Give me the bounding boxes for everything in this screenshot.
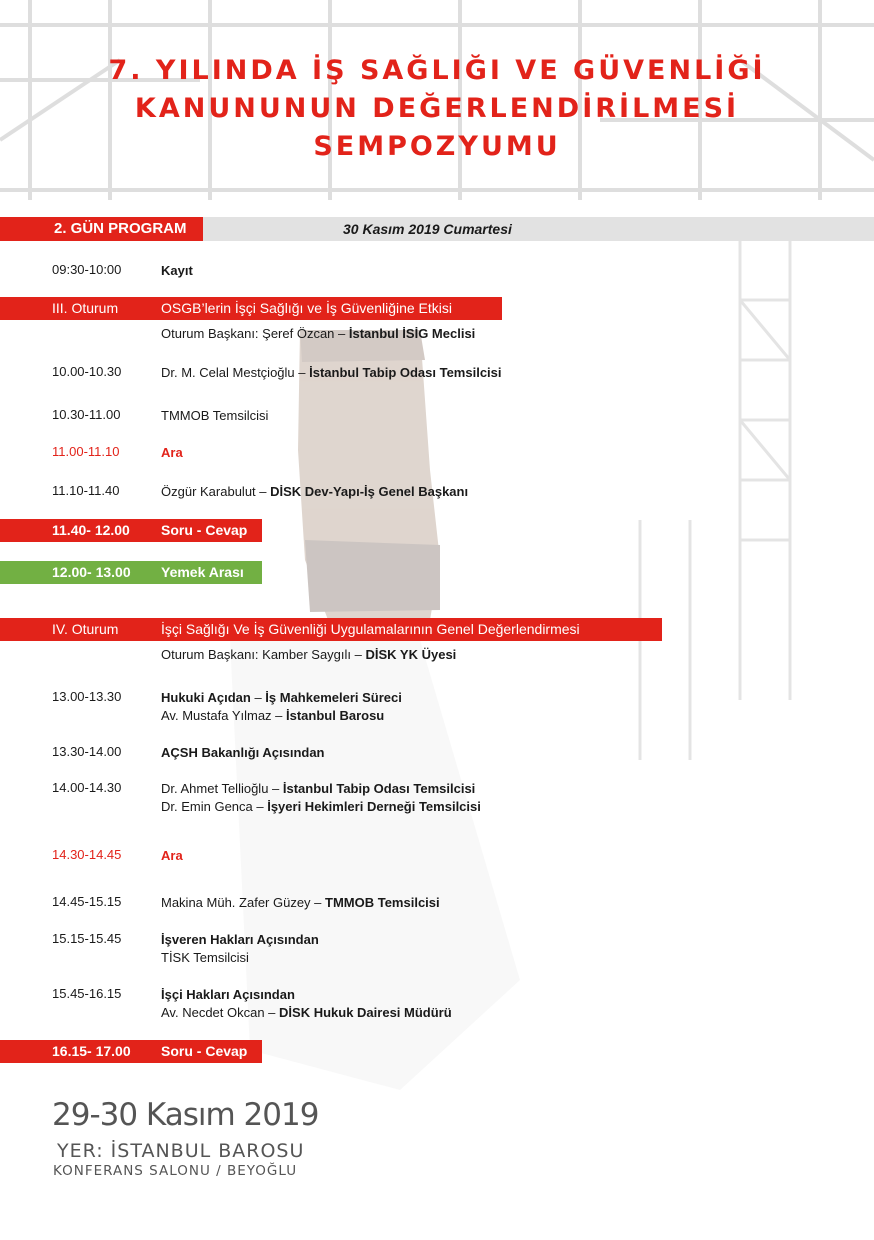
row-time: 09:30-10:00 [52, 262, 122, 277]
qa-band [0, 1040, 262, 1063]
row-time: 10.30-11.00 [52, 407, 121, 422]
speaker-org: DİSK Dev-Yapı-İş Genel Başkanı [270, 484, 469, 499]
speaker-org: DİSK Hukuk Dairesi Müdürü [279, 1005, 452, 1020]
row-time: 16.15- 17.00 [52, 1043, 131, 1059]
speaker-org: İstanbul Tabip Odası Temsilcisi [309, 365, 502, 380]
topic: İşveren Hakları Açısından [161, 932, 319, 947]
session-name: III. Oturum [52, 300, 119, 316]
footer-hall: KONFERANS SALONU / BEYOĞLU [53, 1163, 298, 1179]
row-time: 14.00-14.30 [52, 780, 122, 795]
speaker-org: İstanbul Tabip Odası Temsilcisi [282, 781, 476, 796]
row-time: 14.45-15.15 [52, 894, 122, 909]
speaker-name: Dr. Emin Genca – [161, 799, 268, 814]
day-label: 2. GÜN PROGRAM [0, 217, 203, 241]
speaker-name: Av. Mustafa Yılmaz – [161, 708, 286, 723]
row-time: 10.00-10.30 [52, 364, 122, 379]
speaker-name: Özgür Karabulut – [161, 484, 271, 499]
lunch-band [0, 561, 262, 584]
row-time: 11.00-11.10 [52, 444, 120, 459]
chair-name: Oturum Başkanı: Kamber Saygılı – [161, 647, 366, 662]
day-header [0, 217, 874, 241]
row-time: 11.10-11.40 [52, 483, 120, 498]
topic-sub: İş Mahkemeleri Süreci [265, 690, 402, 705]
speaker-name: Makina Müh. Zafer Güzey – [161, 895, 326, 910]
chair-org: İstanbul İSİG Meclisi [348, 326, 476, 341]
footer-dates: 29-30 Kasım 2019 [52, 1097, 319, 1133]
row-time: 14.30-14.45 [52, 847, 122, 862]
speaker-name: Dr. Ahmet Tellioğlu – [161, 781, 283, 796]
row-time: 13.00-13.30 [52, 689, 122, 704]
topic: Hukuki Açıdan [161, 690, 251, 705]
row-time: 15.45-16.15 [52, 986, 122, 1001]
chair-name: Oturum Başkanı: Şeref Özcan – [161, 326, 349, 341]
qa-band [0, 519, 262, 542]
speaker-name: TMMOB Temsilcisi [161, 408, 269, 423]
session-title: İşçi Sağlığı Ve İş Güvenliği Uygulamalarının Genel Değerlendirmesi [161, 621, 580, 637]
speaker-org: TMMOB Temsilcisi [325, 895, 440, 910]
session-name: IV. Oturum [52, 621, 119, 637]
break-label: Ara [161, 445, 183, 460]
session-4-band [0, 618, 662, 641]
row-time: 13.30-14.00 [52, 744, 122, 759]
break-label: Ara [161, 848, 183, 863]
row-time: 15.15-15.45 [52, 931, 122, 946]
qa-label: Soru - Cevap [161, 522, 248, 538]
session-title: OSGB’lerin İşçi Sağlığı ve İş Güvenliğine Etkisi [161, 300, 453, 316]
topic: İşçi Hakları Açısından [161, 987, 295, 1002]
row-time: 11.40- 12.00 [52, 522, 130, 538]
speaker-org: İstanbul Barosu [286, 708, 385, 723]
symposium-title [0, 52, 874, 166]
speaker-name: Dr. M. Celal Mestçioğlu – [161, 365, 310, 380]
row-time: 12.00- 13.00 [52, 564, 131, 580]
title-line-2: KANUNUNUN DEĞERLENDİRİLMESİ [134, 93, 740, 124]
session-3-band [0, 297, 502, 320]
day-date: 30 Kasım 2019 Cumartesi [343, 221, 512, 237]
speaker-org: TİSK Temsilcisi [161, 950, 249, 965]
title-line-1: 7. YILINDA İŞ SAĞLIĞI VE GÜVENLİĞİ [108, 55, 766, 86]
qa-label: Soru - Cevap [161, 1043, 248, 1059]
footer-venue: YER: İSTANBUL BAROSU [57, 1140, 305, 1162]
title-line-3: SEMPOZYUMU [313, 131, 561, 162]
chair-org: DİSK YK Üyesi [365, 647, 457, 662]
lunch-label: Yemek Arası [161, 564, 244, 580]
speaker-name: Av. Necdet Okcan – [161, 1005, 280, 1020]
topic: AÇSH Bakanlığı Açısından [161, 745, 325, 760]
speaker-org: İşyeri Hekimleri Derneği Temsilcisi [267, 799, 481, 814]
row-label: Kayıt [161, 263, 193, 278]
